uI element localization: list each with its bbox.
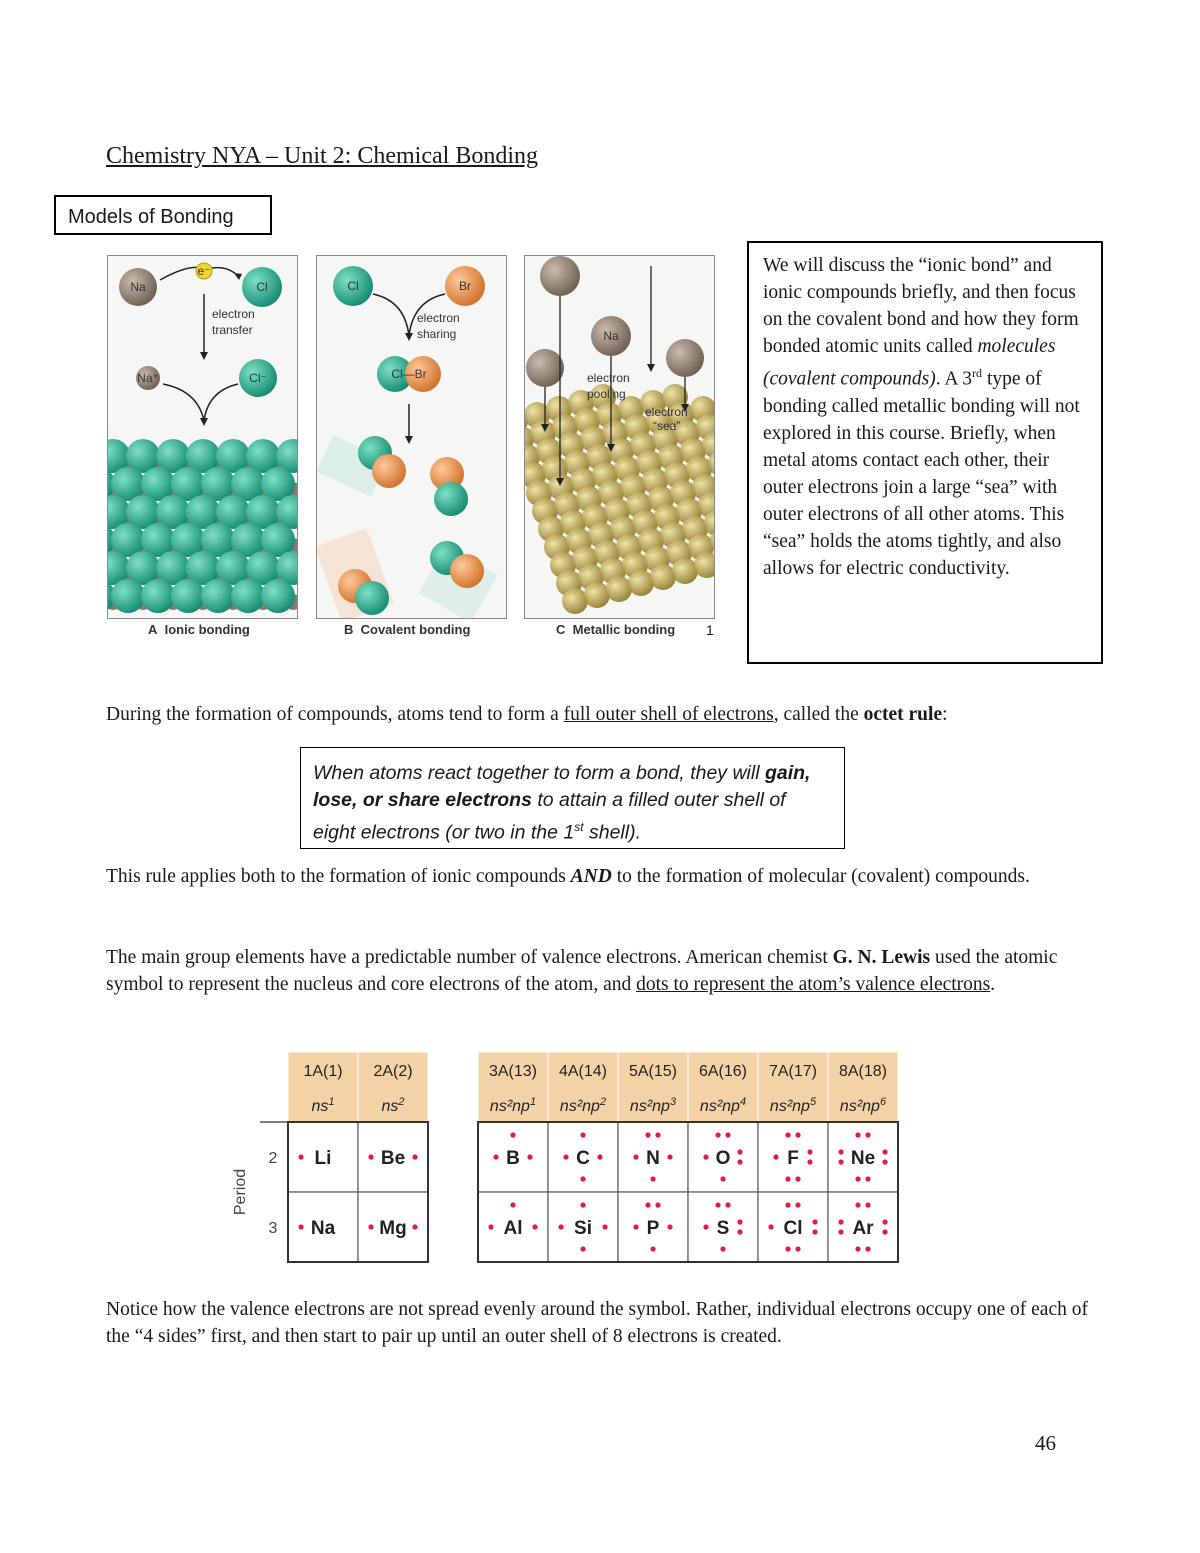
element-symbol: S [716, 1218, 730, 1239]
valence-electron-dot [855, 1176, 860, 1181]
valence-electron-dot [488, 1224, 493, 1229]
ionic-bonding-illustration [108, 256, 297, 618]
valence-electron-dot [633, 1224, 638, 1229]
valence-electron-dot [580, 1176, 585, 1181]
valence-electron-dot [703, 1154, 708, 1159]
electron-config: $ns^2np^6$ [839, 1096, 887, 1115]
atom1-label: Na [130, 280, 146, 294]
sea-label-1: electron [645, 405, 688, 419]
sodium-atom [540, 256, 580, 296]
element-symbol: O [715, 1148, 731, 1169]
valence-electron-dot [812, 1219, 817, 1224]
valence-electron-dot [412, 1224, 417, 1229]
valence-electron-dot [645, 1202, 650, 1207]
valence-electron-dot [703, 1224, 708, 1229]
electron-config: $ns^1$ [311, 1096, 335, 1115]
atom1-label: Cl [347, 279, 359, 293]
ion2-label: Cl⁻ [249, 371, 267, 385]
sodium-atom [526, 349, 564, 387]
process-label-1: electron [212, 307, 255, 321]
valence-electron-dot [807, 1149, 812, 1154]
valence-electron-dot [855, 1132, 860, 1137]
valence-electron-dot [650, 1176, 655, 1181]
valence-electron-dot [737, 1149, 742, 1154]
element-symbol: C [576, 1148, 590, 1169]
valence-electron-dot [882, 1219, 887, 1224]
valence-electron-dot [563, 1154, 568, 1159]
valence-electron-dot [882, 1229, 887, 1234]
valence-electron-dot [580, 1246, 585, 1251]
molecule-label: Cl—Br [391, 367, 427, 381]
notice-paragraph: Notice how the valence electrons are not spread evenly around the symbol. Rather, individual electrons occupy one of each of the “4 sides” first, and then start to pair up until an outer shell of 8 electrons is created. [106, 1299, 1088, 1347]
octet-paragraph: During the formation of compounds, atoms tend to form a full outer shell of electrons, called the octet rule: [106, 704, 948, 725]
group-label: 2A(2) [373, 1063, 413, 1080]
valence-electron-dot [865, 1246, 870, 1251]
lewis-dot-table [225, 1050, 900, 1266]
valence-electron-dot [655, 1202, 660, 1207]
sea-label-2: “sea” [653, 419, 681, 433]
electron-config: $ns^2np^4$ [699, 1096, 747, 1115]
valence-electron-dot [655, 1132, 660, 1137]
valence-electron-dot [650, 1246, 655, 1251]
element-symbol: Ar [852, 1218, 874, 1239]
valence-electron-dot [838, 1219, 843, 1224]
metallic-bonding-illustration [525, 256, 714, 618]
valence-electron-dot [720, 1246, 725, 1251]
group-label: 4A(14) [558, 1063, 608, 1080]
valence-electron-dot [602, 1224, 607, 1229]
process-label-1: electron [417, 311, 460, 325]
lewis-paragraph: The main group elements have a predictable number of valence electrons. American chemist G. N. Lewis used the atomic symbol to represent the nucleus and core electrons of the atom, and dots to represent the atom’s valence electrons. [106, 947, 1058, 995]
metallic-bonding-panel [524, 255, 715, 619]
valence-electron-dot [882, 1159, 887, 1164]
valence-electron-dot [882, 1149, 887, 1154]
group-label: 5A(15) [628, 1063, 678, 1080]
element-symbol: F [787, 1148, 799, 1169]
figure-footnote: 1 [706, 622, 714, 638]
valence-electron-dot [667, 1224, 672, 1229]
valence-electron-dot [493, 1154, 498, 1159]
period-axis-label: Period [232, 1168, 249, 1216]
valence-electron-dot [795, 1132, 800, 1137]
element-symbol: Mg [379, 1218, 407, 1239]
group-label: 7A(17) [768, 1063, 818, 1080]
valence-electron-dot [795, 1246, 800, 1251]
valence-electron-dot [368, 1154, 373, 1159]
electron-config: $ns^2np^5$ [769, 1096, 817, 1115]
group-label: 8A(18) [838, 1063, 888, 1080]
group-label: 6A(16) [698, 1063, 748, 1080]
valence-electron-dot [412, 1154, 417, 1159]
ion1-label: Na⁺ [137, 371, 159, 385]
valence-electron-dot [773, 1154, 778, 1159]
element-symbol: N [646, 1148, 660, 1169]
electron-config: $ns^2np^3$ [629, 1096, 677, 1115]
valence-electron-dot [838, 1149, 843, 1154]
valence-electron-dot [633, 1154, 638, 1159]
valence-electron-dot [865, 1132, 870, 1137]
octet-rule-box: When atoms react together to form a bond, they will gain, lose, or share electrons to attain a filled outer shell of eight electrons (or two in the 1st shell). [300, 747, 845, 849]
valence-electron-dot [855, 1246, 860, 1251]
valence-electron-dot [715, 1202, 720, 1207]
valence-electron-dot [795, 1176, 800, 1181]
clbr-molecules [317, 435, 498, 618]
element-symbol: Na [310, 1218, 336, 1239]
valence-electron-dot [725, 1132, 730, 1137]
valence-electron-dot [838, 1229, 843, 1234]
valence-electron-dot [527, 1154, 532, 1159]
valence-electron-dot [597, 1154, 602, 1159]
sodium-atom [666, 339, 704, 377]
element-symbol: Si [574, 1218, 592, 1239]
section-heading: Models of Bonding [54, 195, 272, 235]
valence-electron-dot [865, 1202, 870, 1207]
valence-electron-dot [807, 1159, 812, 1164]
element-symbol: B [506, 1148, 520, 1169]
sidebar-note: We will discuss the “ionic bond” and ionic compounds briefly, and then focus on the covalent bond and how they form bonded atomic units called molecules (covalent compounds). A 3rd type of bonding called metallic bonding will not explored in this course. Briefly, when metal atoms contact each other, their outer electrons join a large “sea” with outer electrons of all other atoms. This “sea” holds the atoms tightly, and also allows for electric conductivity. [747, 241, 1103, 664]
valence-electron-dot [855, 1202, 860, 1207]
valence-electron-dot [720, 1176, 725, 1181]
electron-label: e⁻ [197, 264, 211, 278]
valence-electron-dot [667, 1154, 672, 1159]
valence-electron-dot [795, 1202, 800, 1207]
valence-electron-dot [580, 1132, 585, 1137]
ionic-lattice [108, 439, 297, 613]
covalent-bonding-panel [316, 255, 507, 619]
valence-electron-dot [737, 1229, 742, 1234]
element-symbol: Ne [850, 1148, 876, 1169]
period-number: 3 [268, 1220, 278, 1237]
group-label: 1A(1) [303, 1063, 343, 1080]
atom-label: Na [603, 329, 619, 343]
electron-config: $ns^2np^2$ [559, 1096, 607, 1115]
valence-electron-dot [645, 1132, 650, 1137]
ionic-bonding-panel [107, 255, 298, 619]
valence-electron-dot [785, 1176, 790, 1181]
page-number: 46 [1035, 1431, 1056, 1455]
element-symbol: Cl [783, 1218, 803, 1239]
process-label-2: transfer [212, 323, 253, 337]
period-number: 2 [268, 1150, 278, 1167]
valence-electron-dot [812, 1229, 817, 1234]
caption-c: C Metallic bonding [556, 622, 676, 637]
electron-config: $ns^2$ [381, 1096, 405, 1115]
valence-electron-dot [298, 1224, 303, 1229]
valence-electron-dot [785, 1246, 790, 1251]
valence-electron-dot [838, 1159, 843, 1164]
valence-electron-dot [737, 1159, 742, 1164]
valence-electron-dot [725, 1202, 730, 1207]
valence-electron-dot [510, 1202, 515, 1207]
valence-electron-dot [737, 1219, 742, 1224]
valence-electron-dot [580, 1202, 585, 1207]
valence-electron-dot [865, 1176, 870, 1181]
process-label-1: electron [587, 371, 630, 385]
element-symbol: Li [314, 1148, 332, 1169]
valence-electron-dot [715, 1132, 720, 1137]
electron-config: $ns^2np^1$ [489, 1096, 537, 1115]
covalent-bonding-illustration [317, 256, 506, 618]
valence-electron-dot [558, 1224, 563, 1229]
valence-electron-dot [510, 1132, 515, 1137]
valence-electron-dot [785, 1132, 790, 1137]
valence-electron-dot [368, 1224, 373, 1229]
page-title: Chemistry NYA – Unit 2: Chemical Bonding [106, 143, 538, 169]
valence-electron-dot [532, 1224, 537, 1229]
atom2-label: Cl [256, 280, 268, 294]
valence-electron-dot [298, 1154, 303, 1159]
process-label-2: sharing [417, 327, 457, 341]
caption-b: B Covalent bonding [344, 622, 471, 637]
element-symbol: Al [503, 1218, 523, 1239]
process-label-2: pooling [587, 387, 626, 401]
element-symbol: P [646, 1218, 660, 1239]
atom2-label: Br [459, 279, 471, 293]
element-symbol: Be [380, 1148, 406, 1169]
caption-a: A Ionic bonding [148, 622, 250, 637]
valence-electron-dot [768, 1224, 773, 1229]
valence-electron-dot [785, 1202, 790, 1207]
applies-paragraph: This rule applies both to the formation of ionic compounds AND to the formation of molecular (covalent) compounds. [106, 866, 1030, 887]
group-label: 3A(13) [488, 1063, 538, 1080]
